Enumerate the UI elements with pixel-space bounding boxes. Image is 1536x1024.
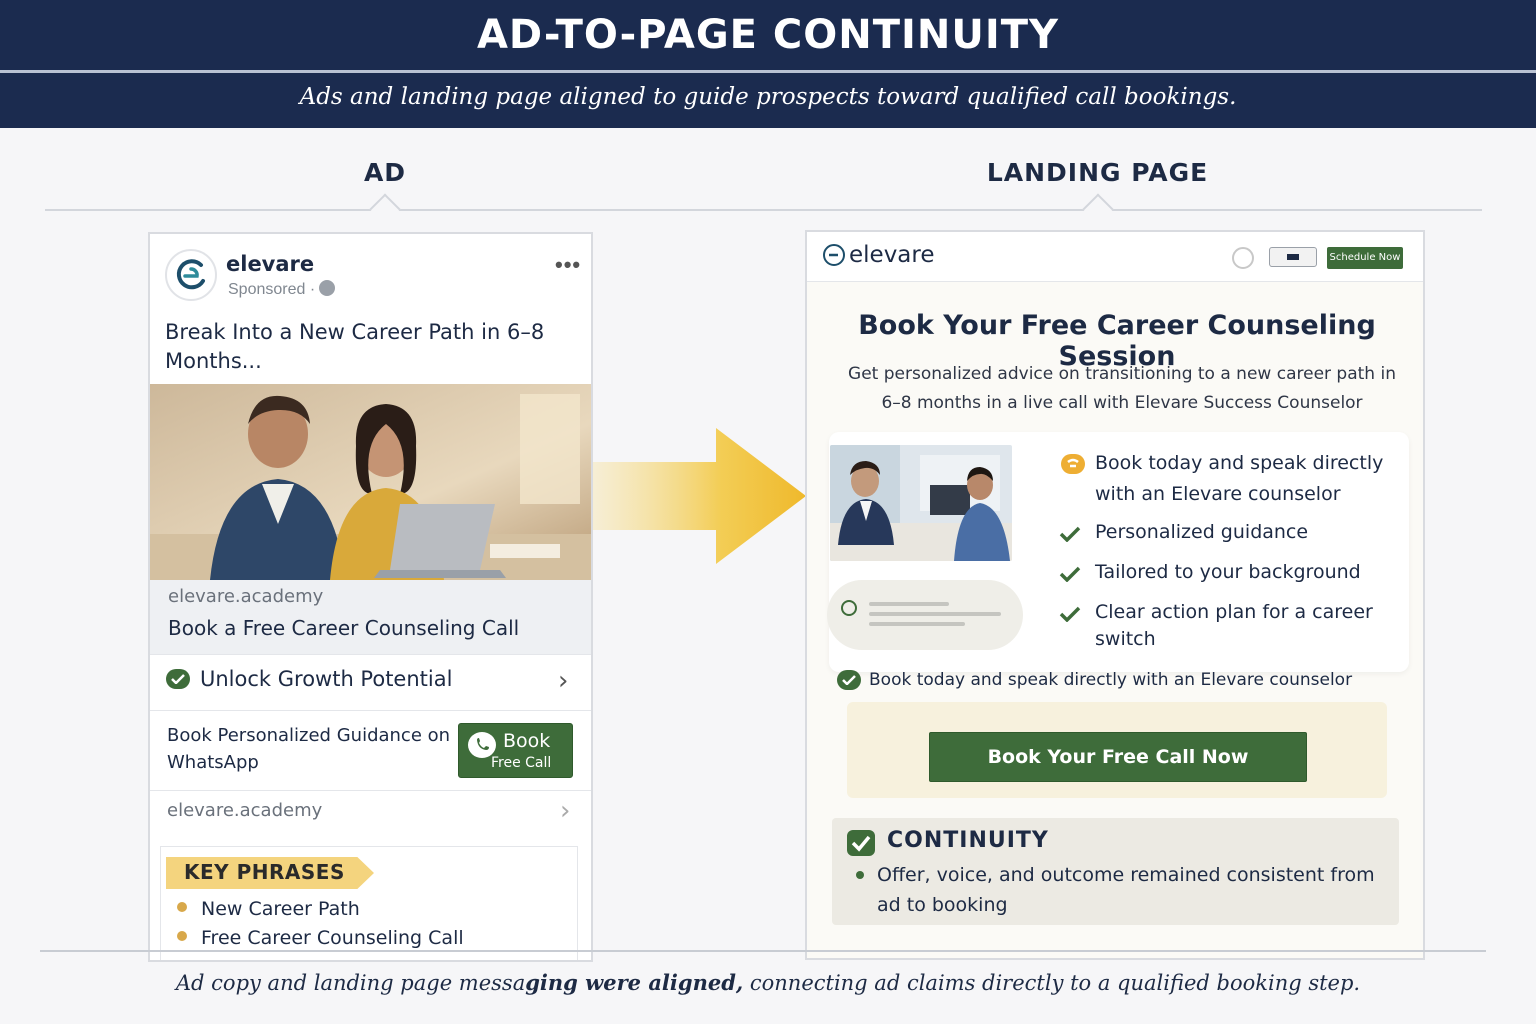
feature-text: Clear action plan for a career switch (1095, 601, 1373, 650)
chevron-right-icon[interactable]: › (560, 796, 571, 826)
book-free-call-now-button[interactable]: Book Your Free Call Now (929, 732, 1307, 782)
globe-icon (319, 280, 335, 296)
phone-icon (1061, 454, 1085, 474)
bullet-icon (177, 902, 187, 912)
footer-text-end: connecting ad claims directly to a qualified booking step. (743, 971, 1361, 995)
page-title: AD-TO-PAGE CONTINUITY (476, 12, 1060, 58)
ad-photo (150, 384, 591, 580)
ad-cta-title[interactable]: Book a Free Career Counseling Call (168, 616, 520, 640)
heading-divider (45, 209, 1482, 211)
feature-text: Tailored to your background (1095, 561, 1361, 583)
landing-brand[interactable] (823, 242, 935, 268)
key-phrase-text: New Career Path (201, 898, 360, 920)
schedule-now-button[interactable]: Schedule Now (1327, 247, 1403, 269)
arrow-right-icon (593, 428, 808, 564)
footer-divider (40, 950, 1486, 952)
ad-domain-secondary[interactable]: elevare.academy (167, 800, 323, 821)
elevare-logo-icon (823, 244, 845, 266)
key-phrase-item (177, 898, 360, 920)
menu-toggle-icon[interactable] (1269, 247, 1317, 267)
footer-text: Ad copy and landing page messa (175, 971, 526, 995)
ad-column-heading: AD (363, 158, 407, 187)
sponsored-label (228, 280, 335, 299)
page-subtitle: Ads and landing page aligned to guide prospects toward qualified call bookings. (299, 84, 1237, 110)
chat-line (869, 622, 965, 626)
landing-title: Book Your Free Career Counseling Session (858, 310, 1376, 372)
book-free-call-button[interactable] (458, 723, 573, 778)
clock-icon[interactable] (1232, 247, 1254, 269)
more-options-icon[interactable]: ••• (555, 252, 582, 277)
landing-brand-name: elevare (849, 242, 935, 268)
key-phrase-text: Free Career Counseling Call (201, 927, 464, 949)
check-icon (1059, 606, 1081, 622)
unlock-item[interactable] (166, 667, 452, 691)
check-circle-icon (837, 670, 861, 690)
check-icon (1059, 526, 1081, 542)
landing-description: Get personalized advice on transitioning to a new career path in 6–8 months in a live call with Elevare Success Counselor (848, 364, 1396, 413)
book-button-sublabel: Free Call (491, 755, 552, 771)
ad-domain[interactable]: elevare.academy (168, 586, 324, 607)
book-today-line (837, 670, 1352, 690)
footer-emphasis: ging were aligned, (525, 970, 744, 995)
chat-line (869, 602, 949, 606)
key-phrases-label: KEY PHRASES (184, 860, 345, 884)
check-icon (1059, 566, 1081, 582)
continuity-text: Offer, voice, and outcome remained consistent from ad to booking (877, 864, 1375, 916)
sponsored-text: Sponsored · (228, 281, 316, 298)
chat-bubble (827, 580, 1023, 650)
book-today-text: Book today and speak directly with an Elevare counselor (869, 670, 1353, 690)
feature-text: Personalized guidance (1095, 521, 1309, 543)
unlock-label: Unlock Growth Potential (200, 667, 453, 691)
footer-caption (0, 970, 1536, 995)
feature-text: Book today and speak directly with an Elevare counselor (1095, 452, 1384, 505)
continuity-title: CONTINUITY (887, 828, 1049, 853)
counselor-photo (830, 445, 1012, 561)
landing-column-heading: LANDING PAGE (986, 158, 1209, 187)
ad-headline: Break Into a New Career Path in 6–8 Months... (165, 320, 545, 373)
ad-brand-name[interactable]: elevare (226, 252, 315, 276)
landing-page-card (805, 230, 1425, 960)
check-circle-icon (166, 669, 190, 689)
ad-card[interactable] (148, 232, 593, 962)
ad-pointer-notch (369, 193, 400, 224)
whatsapp-text: Book Personalized Guidance on WhatsApp (167, 725, 451, 773)
bullet-icon (177, 931, 187, 941)
book-button-label: Book (503, 730, 551, 752)
chevron-right-icon[interactable]: › (558, 666, 569, 696)
chat-status-icon (841, 600, 857, 616)
check-square-icon (847, 830, 875, 856)
elevare-logo-icon (165, 249, 217, 301)
bullet-icon (856, 871, 864, 879)
chat-line (869, 612, 1001, 616)
landing-pointer-notch (1082, 193, 1113, 224)
key-phrase-item (177, 927, 464, 949)
